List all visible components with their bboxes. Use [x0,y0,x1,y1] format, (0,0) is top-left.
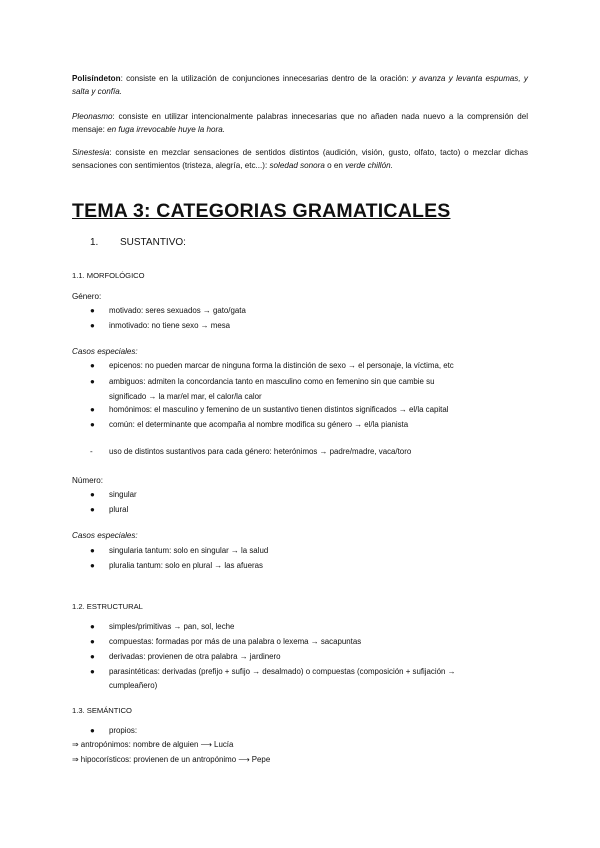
definition-text: : consiste en la utilización de conjunciones innecesarias dentro de la oración: [120,74,412,83]
bullet-icon: ● [90,377,95,386]
bullet-icon: ● [90,505,95,514]
list-item-text: derivadas: provienen de otra palabra → jardinero [109,652,281,661]
list-item-text: homónimos: el masculino y femenino de un sustantivo tienen distintos significados → el/la capital [109,405,449,414]
bullet-icon: ● [90,546,95,555]
example-text: en fuga irrevocable huye la hora. [107,125,225,134]
list-item [90,649,530,664]
list-item [90,619,530,634]
heading-label: SUSTANTIVO: [120,237,186,248]
list-item-text: propios: [109,726,138,735]
list-item-text: pluralia tantum: solo en plural → las afueras [109,561,263,570]
heading-sustantivo [90,237,186,248]
term-sinestesia: Sinestesia [72,148,110,157]
bullet-icon: ● [90,622,95,631]
arrow-item: ⇒ antropónimos: nombre de alguien ⟶ Lucía [72,740,234,749]
list-item-continuation: cumpleañero) [109,681,158,690]
heading-number: 1. [90,237,99,248]
bullet-icon: ● [90,490,95,499]
list-item [90,318,530,333]
list-item [90,543,530,558]
bullet-icon: ● [90,420,95,429]
term-pleonasmo: Pleonasmo [72,112,113,121]
list-item [90,417,530,432]
example-text: verde chillón. [345,161,393,170]
list-item-text: uso de distintos sustantivos para cada género: heterónimos → padre/madre, vaca/toro [109,447,412,456]
bullet-icon: ● [90,561,95,570]
list-item [90,664,530,679]
list-item [90,558,530,573]
list-item [90,487,530,502]
bullet-icon: ● [90,361,95,370]
section-heading: 1.1. MORFOLÓGICO [72,271,145,280]
label-genero: Género: [72,292,102,301]
label-numero: Número: [72,476,104,485]
paragraph-pleonasmo [72,110,528,136]
bullet-icon: ● [90,667,95,676]
list-item-text: compuestas: formadas por más de una palabra o lexema → sacapuntas [109,637,362,646]
list-item-text: epicenos: no pueden marcar de ninguna forma la distinción de sexo → el personaje, la víctima, etc [109,361,454,370]
list-item-text: inmotivado: no tiene sexo → mesa [109,321,231,330]
list-item-text: parasintéticas: derivadas (prefijo + sufijo → desalmado) o compuestas (composición + sufijación → [109,667,456,676]
list-item [90,402,530,417]
bullet-icon: ● [90,726,95,735]
dash-icon: - [90,447,93,456]
list-item [90,723,530,738]
paragraph-sinestesia [72,146,528,172]
list-item-text: simples/primitivas → pan, sol, leche [109,622,235,631]
list-item-text: ambiguos: admiten la concordancia tanto en masculino como en femenino sin que cambie su [109,377,435,386]
term-polisindeton: Polisíndeton [72,74,121,83]
bullet-icon: ● [90,405,95,414]
example-text: soledad sonora [269,161,325,170]
bullet-icon: ● [90,637,95,646]
definition-text: : consiste en utilizar intencionalmente palabras innecesarias que no añaden nada nuevo a la comprensión del mensaje: [72,112,528,134]
connector-text: o en [324,161,346,170]
list-item-text: singularia tantum: solo en singular → la salud [109,546,269,555]
bullet-icon: ● [90,321,95,330]
list-item-text: motivado: seres sexuados → gato/gata [109,306,246,315]
list-item [90,502,530,517]
list-item-text: plural [109,505,129,514]
label-casos-especiales: Casos especiales: [72,347,138,356]
list-item-continuation: significado → la mar/el mar, el calor/la calor [109,392,262,401]
list-item [90,303,530,318]
section-heading: 1.2. ESTRUCTURAL [72,602,143,611]
page-title: TEMA 3: CATEGORIAS GRAMATICALES [72,200,451,222]
list-item-text: común: el determinante que acompaña al nombre modifica su género → el/la pianista [109,420,409,429]
arrow-item: ⇒ hipocorísticos: provienen de un antropónimo ⟶ Pepe [72,755,271,764]
bullet-icon: ● [90,306,95,315]
list-item-text: singular [109,490,137,499]
bullet-icon: ● [90,652,95,661]
example-text: y avanza y levanta espumas, y salta y confía. [72,74,528,96]
dash-list-item [90,444,530,459]
section-heading: 1.3. SEMÁNTICO [72,706,132,715]
list-item [90,374,530,389]
paragraph-polisindeton [72,72,528,98]
list-item [90,358,530,373]
list-item [90,634,530,649]
definition-text: : consiste en mezclar sensaciones de sentidos distintos (audición, visión, gusto, olfato, tacto) o mezclar dichas sensaciones con sentimientos (tristeza, alegría, etc...): [72,148,528,170]
label-casos-especiales: Casos especiales: [72,531,138,540]
